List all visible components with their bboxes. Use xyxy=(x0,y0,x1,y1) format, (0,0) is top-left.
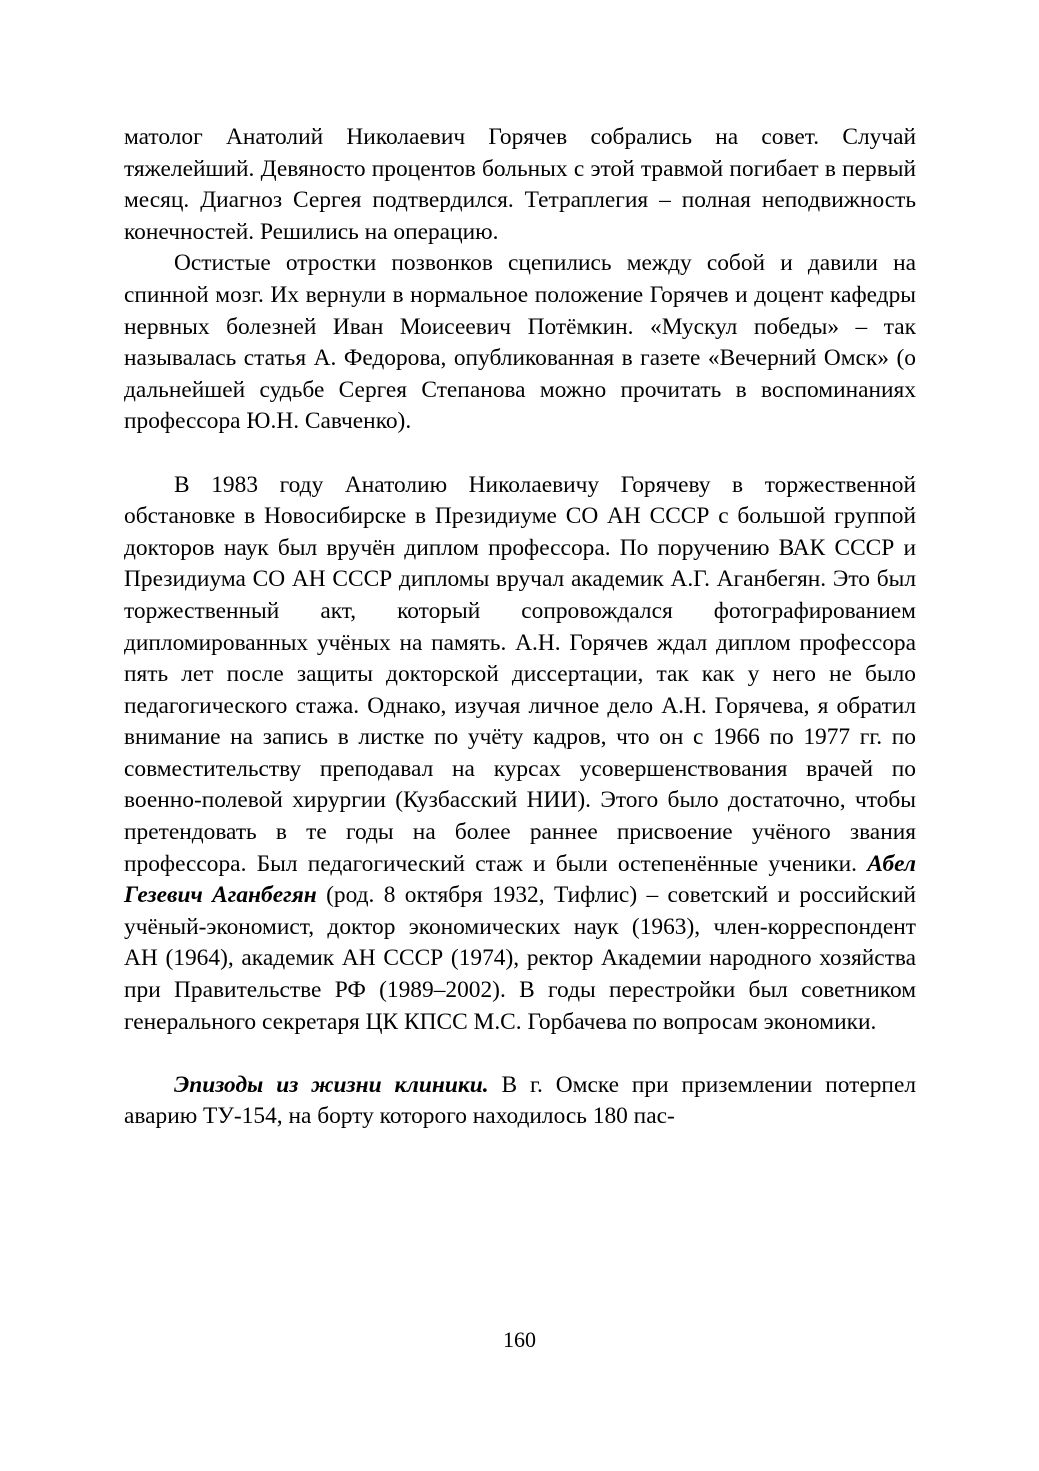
paragraph-2-text: Остистые отростки позвонков сцепились между собой и давили на спинной мозг. Их вернули в нормальное положение Горячев и доцент кафедры нервных болезней Иван Моисеевич Потёмкин. «Мускул победы» – так называлась статья А. Федорова, опубликованная в газете «Вечерний Омск» (о дальнейшей судьбе Сергея Степанова можно прочитать в воспоминаниях профессора Ю.Н. Савченко). xyxy=(124,250,916,435)
body-text xyxy=(124,122,916,1133)
paragraph-2 xyxy=(124,248,916,438)
paragraph-3-text-after: (род. 8 октября 1932, Тифлис) – советский и российский учёный-экономист, доктор экономических наук (1963), член-корреспондент АН (1964), академик АН СССР (1974), ректор Академии народного хозяйства при Правительстве РФ (1989–2002). В годы перестройки был советником генерального секретаря ЦК КПСС М.С. Горбачева по вопросам экономики. xyxy=(124,882,916,1035)
paragraph-1 xyxy=(124,122,916,248)
page-number: 160 xyxy=(503,1327,536,1352)
paragraph-3 xyxy=(124,470,916,1039)
paragraph-1-text: матолог Анатолий Николаевич Горячев собрались на совет. Случай тяжелейший. Девяносто процентов больных с этой травмой погибает в первый месяц. Диагноз Сергея подтвердился. Тетраплегия – полная неподвижность конечностей. Решились на операцию. xyxy=(124,124,916,245)
paragraph-3-text-before: В 1983 году Анатолию Николаевичу Горячеву в торжественной обстановке в Новосибирске в Президиуме СО АН СССР с большой группой докторов наук был вручён диплом профессора. По поручению ВАК СССР и Президиума СО АН СССР дипломы вручал академик А.Г. Аганбегян. Это был торжественный акт, который сопровождался фотографированием дипломированных учёных на память. А.Н. Горячев ждал диплом профессора пять лет после защиты докторской диссертации, так как у него не было педагогического стажа. Однако, изучая личное дело А.Н. Горячева, я обратил внимание на запись в листке по учёту кадров, что он с 1966 по 1977 гг. по совместительству преподавал на курсах усовершенствования врачей по военно-полевой хирургии (Кузбасский НИИ). Этого было достаточно, чтобы претендовать в те годы на более раннее присвоение учёного звания профессора. Был педагогический стаж и были остепенённые ученики. xyxy=(124,471,916,877)
paragraph-4-text: В г. Омске при приземлении потерпел аварию ТУ-154, на борту которого находилось 180 пас- xyxy=(124,1071,917,1130)
paragraph-4-heading: Эпизоды из жизни клиники. xyxy=(174,1071,489,1098)
paragraph-3-emphasis-name: Абел Гезевич Аганбегян xyxy=(124,850,916,909)
paragraph-4 xyxy=(124,1070,916,1133)
